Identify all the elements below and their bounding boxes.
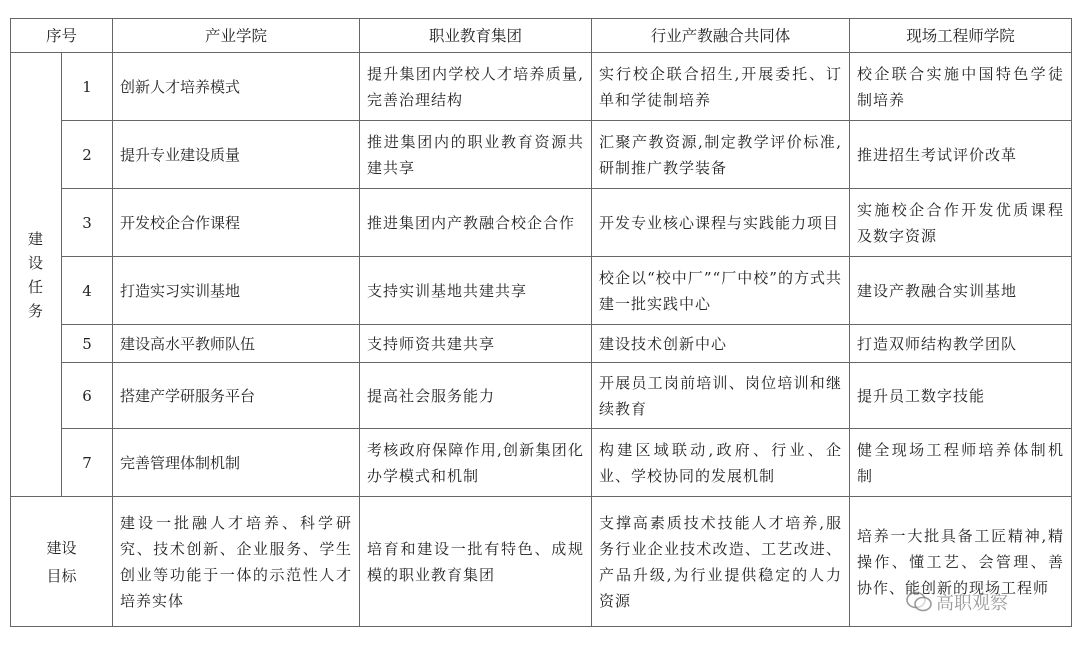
chat-bubble-icon bbox=[906, 591, 932, 613]
cell-industry-college: 提升专业建设质量 bbox=[113, 121, 360, 189]
row-number: 4 bbox=[62, 257, 113, 325]
cell-vocational-group: 支持师资共建共享 bbox=[360, 325, 592, 363]
cell-engineer-college: 建设产教融合实训基地 bbox=[850, 257, 1072, 325]
cell-industry-community: 构建区域联动,政府、行业、企业、学校协同的发展机制 bbox=[592, 429, 850, 497]
header-seq: 序号 bbox=[11, 19, 113, 53]
header-row bbox=[11, 19, 1072, 53]
header-industry-college: 产业学院 bbox=[113, 19, 360, 53]
row-number: 1 bbox=[62, 53, 113, 121]
cell-engineer-college: 实施校企合作开发优质课程及数字资源 bbox=[850, 189, 1072, 257]
cell-industry-college: 打造实习实训基地 bbox=[113, 257, 360, 325]
table-row bbox=[11, 429, 1072, 497]
section-label-goals: 建设 目标 bbox=[11, 497, 113, 627]
cell-engineer-college: 打造双师结构教学团队 bbox=[850, 325, 1072, 363]
table-row bbox=[11, 53, 1072, 121]
goal-industry-college: 建设一批融人才培养、科学研究、技术创新、企业服务、学生创业等功能于一体的示范性人才培养实体 bbox=[113, 497, 360, 627]
cell-vocational-group: 推进集团内产教融合校企合作 bbox=[360, 189, 592, 257]
table-row bbox=[11, 325, 1072, 363]
header-industry-community: 行业产教融合共同体 bbox=[592, 19, 850, 53]
row-number: 2 bbox=[62, 121, 113, 189]
cell-vocational-group: 提升集团内学校人才培养质量,完善治理结构 bbox=[360, 53, 592, 121]
table-row bbox=[11, 257, 1072, 325]
watermark-text: 高职观察 bbox=[936, 593, 1008, 614]
header-vocational-group: 职业教育集团 bbox=[360, 19, 592, 53]
cell-engineer-college: 校企联合实施中国特色学徒制培养 bbox=[850, 53, 1072, 121]
cell-vocational-group: 支持实训基地共建共享 bbox=[360, 257, 592, 325]
cell-engineer-college: 推进招生考试评价改革 bbox=[850, 121, 1072, 189]
cell-industry-community: 校企以“校中厂”“厂中校”的方式共建一批实践中心 bbox=[592, 257, 850, 325]
header-engineer-college: 现场工程师学院 bbox=[850, 19, 1072, 53]
watermark bbox=[906, 589, 1008, 615]
cell-engineer-college: 提升员工数字技能 bbox=[850, 363, 1072, 429]
row-number: 5 bbox=[62, 325, 113, 363]
cell-industry-community: 建设技术创新中心 bbox=[592, 325, 850, 363]
goal-engineer-college: 培养一大批具备工匠精神,精操作、懂工艺、会管理、善协作、能创新的现场工程师 bbox=[850, 497, 1072, 627]
comparison-table bbox=[10, 18, 1072, 627]
cell-industry-community: 开展员工岗前培训、岗位培训和继续教育 bbox=[592, 363, 850, 429]
cell-engineer-college: 健全现场工程师培养体制机制 bbox=[850, 429, 1072, 497]
table-row bbox=[11, 363, 1072, 429]
table-row bbox=[11, 121, 1072, 189]
cell-industry-college: 开发校企合作课程 bbox=[113, 189, 360, 257]
goal-industry-community: 支撑高素质技术技能人才培养,服务行业企业技术改造、工艺改进、产品升级,为行业提供稳定的人力资源 bbox=[592, 497, 850, 627]
section-label-tasks: 建 设 任 务 bbox=[11, 53, 62, 497]
cell-vocational-group: 考核政府保障作用,创新集团化办学模式和机制 bbox=[360, 429, 592, 497]
row-number: 6 bbox=[62, 363, 113, 429]
cell-industry-college: 创新人才培养模式 bbox=[113, 53, 360, 121]
cell-industry-community: 开发专业核心课程与实践能力项目 bbox=[592, 189, 850, 257]
row-number: 7 bbox=[62, 429, 113, 497]
cell-industry-college: 搭建产学研服务平台 bbox=[113, 363, 360, 429]
cell-industry-college: 建设高水平教师队伍 bbox=[113, 325, 360, 363]
cell-industry-college: 完善管理体制机制 bbox=[113, 429, 360, 497]
cell-vocational-group: 推进集团内的职业教育资源共建共享 bbox=[360, 121, 592, 189]
goal-vocational-group: 培育和建设一批有特色、成规模的职业教育集团 bbox=[360, 497, 592, 627]
cell-industry-community: 实行校企联合招生,开展委托、订单和学徒制培养 bbox=[592, 53, 850, 121]
cell-industry-community: 汇聚产教资源,制定教学评价标准,研制推广教学装备 bbox=[592, 121, 850, 189]
table-row bbox=[11, 189, 1072, 257]
cell-vocational-group: 提高社会服务能力 bbox=[360, 363, 592, 429]
row-number: 3 bbox=[62, 189, 113, 257]
